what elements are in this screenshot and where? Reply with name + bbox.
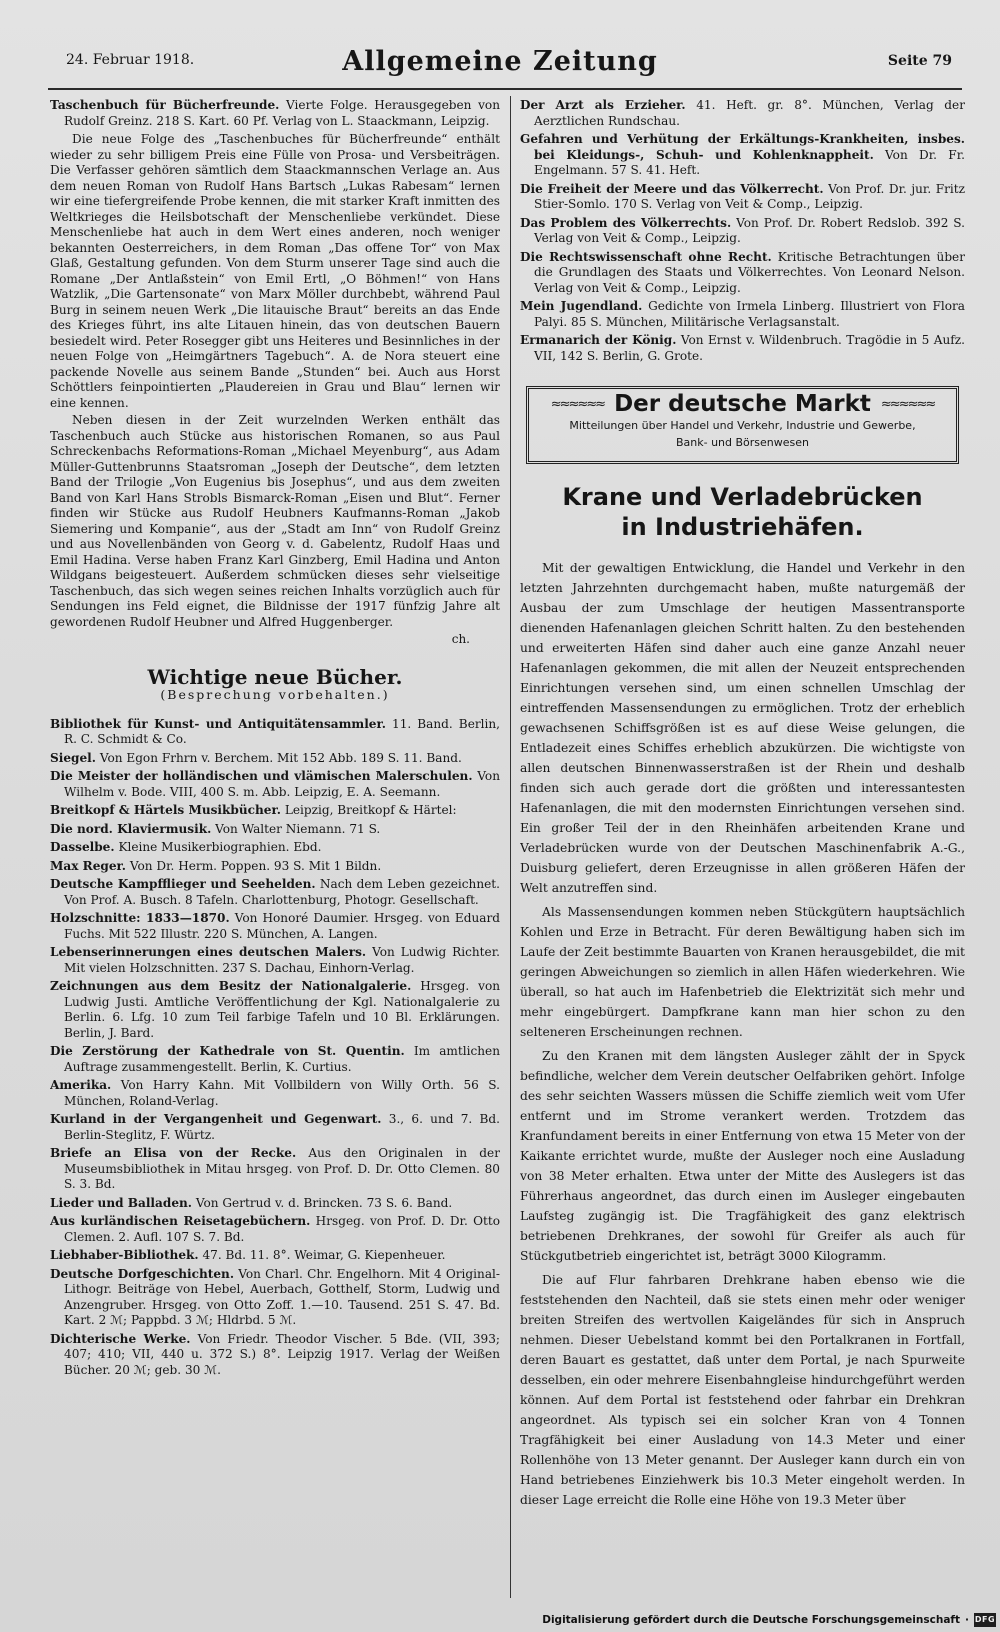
article-paragraph-2: Als Massensendungen kommen neben Stückgütern hauptsächlich Kohlen und Erze in Betracht. Für deren Bewältigung haben sich im Laufe der Zeit bestimmte Bauarten von Kranen herausgebildet, die mit geringen Abweichungen so ziemlich in allen Häfen wiederkehren. Wie überall, so hat auch im Hafenbetrieb die Elektrizität sich mehr und mehr eingebürgert. Dampfkrane kann man hier schon zu den selteneren Erscheinungen rechnen. [520, 904, 965, 1039]
book-entry [520, 182, 965, 213]
book-title: Gefahren und Verhütung der Erkältungs-Krankheiten, insbes. bei Kleidungs-, Schuh- und Kohlenknappheit. [520, 132, 965, 162]
book-entry [50, 840, 500, 856]
book-title: Lieder und Balladen. [50, 1195, 193, 1210]
book-details: Von Charl. Chr. Engelhorn. Mit 4 Original-Lithogr. Beiträge von Hebel, Auerbach, Gotthelf, Storm, Ludwig und Anzengruber. Hrsgeg. von Otto Zoff. 1.—10. Tausend. 251 S. 47. Bd. Kart. 2 ℳ; Pappbd. 3 ℳ; Hldrbd. 5 ℳ. [64, 1266, 500, 1327]
book-details: Von Ernst v. Wildenbruch. Tragödie in 5 Aufz. VII, 142 S. Berlin, G. Grote. [534, 333, 965, 363]
book-details: Von Walter Niemann. 71 S. [211, 821, 381, 836]
book-entry [50, 1248, 500, 1264]
book-entry [50, 1196, 500, 1212]
book-title: Amerika. [50, 1078, 112, 1092]
book-details: Aus den Originalen in der Museumsbibliothek in Mitau hrsgeg. von Prof. D. Dr. Otto Clemen. 80 S. 3. Bd. [64, 1146, 500, 1191]
book-entry [50, 1044, 500, 1075]
book-entry [50, 1112, 500, 1143]
column-divider [510, 96, 511, 1598]
review-paragraph-1: Die neue Folge des „Taschenbuches für Bücherfreunde“ enthält wieder zu sehr billigem Preis eine Fülle von Prosa- und Versbeiträgen. Die Verfasser gehören sämtlich dem Staackmannschen Verlage an. Aus dem neuen Roman von Rudolf Hans Bartsch „Lukas Rabesam“ lernen wir eine tiefergreifende Probe kennen, die mit starker Kraft inmitten des Weltkrieges die Heilsbotschaft der Menschenliebe verkündet. Diese Menschenliebe hat auch in dem Wert eines anderen, noch weniger bekannten Oesterreichers, in dem Roman „Das offene Tor“ von Max Glaß, Gestaltung gefunden. Von dem Sturm unserer Tage sind auch die Romane „Der Antlaßstein“ von Emil Ertl, „O Böhmen!“ von Hans Watzlik, „Die Gartensonate“ von Marx Möller durchbebt, während Paul Burg in seinem neuen Werk „Die litauische Braut“ bereits an das Ende des Krieges führt, ins alte Litauen hinein, das von deutschen Bauern besiedelt wird. Peter Rosegger gibt uns Heiteres und Besinnliches in der neuen Folge von „Heimgärtners Tagebuch“. A. de Nora steuert eine packende Novelle aus seinem Bande „Stunden“ bei. Auch aus Horst Schöttlers feinpointierten „Plaudereien in Grau und Blau“ lernen wir eine kennen. [50, 132, 500, 410]
book-title: Die nord. Klaviermusik. [50, 821, 212, 836]
book-title: Die Rechtswissenschaft ohne Recht. [520, 249, 772, 264]
article-headline-line-1: Krane und Verladebrücken [562, 482, 923, 511]
book-details: Von Dr. Herm. Poppen. 93 S. Mit 1 Bildn. [126, 858, 382, 873]
review-details: Vierte Folge. Herausgegeben von Rudolf Greinz. 218 S. Kart. 60 Pf. Verlag von L. Staackmann, Leipzig. [64, 98, 500, 128]
book-title: Mein Jugendland. [520, 299, 643, 313]
book-entry [50, 751, 500, 767]
book-title: Siegel. [50, 750, 96, 765]
book-title: Der Arzt als Erzieher. [520, 98, 686, 112]
book-title: Max Reger. [50, 858, 127, 873]
issue-date: 24. Februar 1918. [66, 52, 195, 68]
book-entry [50, 1214, 500, 1245]
book-entry [50, 803, 500, 819]
book-title: Das Problem des Völkerrechts. [520, 215, 732, 230]
book-details: Von Prof. Dr. Robert Redslob. 392 S. Verlag von Veit & Comp., Leipzig. [534, 215, 965, 245]
book-entry [50, 1267, 500, 1329]
book-entry [520, 98, 965, 129]
book-entry [50, 877, 500, 908]
review-entry [50, 98, 500, 129]
review-signature: ch. [451, 632, 470, 646]
book-title: Deutsche Dorfgeschichten. [50, 1266, 235, 1281]
book-title: Deutsche Kampfflieger und Seehelden. [50, 877, 316, 891]
book-entry [520, 250, 965, 297]
section-title-new-books: Wichtige neue Bücher. [147, 664, 403, 689]
book-list-left [50, 717, 500, 1379]
book-details: Hrsgeg. von Prof. D. Dr. Otto Clemen. 2. Aufl. 107 S. 7. Bd. [64, 1214, 500, 1244]
book-details: Von Egon Frhrn v. Berchem. Mit 152 Abb. 189 S. 11. Band. [95, 750, 462, 765]
book-details: Kleine Musikerbiographien. Ebd. [114, 840, 322, 854]
right-column [520, 98, 965, 1598]
book-details: 11. Band. Berlin, R. C. Schmidt & Co. [64, 716, 500, 746]
page-header [0, 0, 1000, 96]
book-details: Von Friedr. Theodor Vischer. 5 Bde. (VII, 393; 407; 410; VII, 440 u. 372 S.) 8°. Leipzig 1917. Verlag der Weißen Bücher. 20 ℳ; geb. 30 ℳ. [64, 1331, 500, 1377]
book-details: Nach dem Leben gezeichnet. Von Prof. A. Busch. 8 Tafeln. Charlottenburg, Photogr. Gesellschaft. [64, 877, 500, 907]
section-subtitle-new-books: (Besprechung vorbehalten.) [160, 687, 390, 702]
book-entry [50, 979, 500, 1041]
article-headline-line-2: in Industriehäfen. [621, 512, 864, 541]
book-details: 3., 6. und 7. Bd. Berlin-Steglitz, F. Würtz. [64, 1112, 500, 1142]
book-entry [520, 299, 965, 330]
book-details: Von Wilhelm v. Bode. VIII, 400 S. m. Abb. Leipzig, E. A. Seemann. [64, 769, 500, 799]
book-entry [50, 911, 500, 942]
book-entry [50, 945, 500, 976]
book-details: Von Prof. Dr. jur. Fritz Stier-Somlo. 170 S. Verlag von Veit & Comp., Leipzig. [534, 181, 965, 211]
header-divider [48, 88, 962, 90]
book-entry [50, 822, 500, 838]
book-details: 41. Heft. gr. 8°. München, Verlag der Aerztlichen Rundschau. [534, 98, 965, 128]
book-details: Von Honoré Daumier. Hrsgeg. von Eduard Fuchs. Mit 522 Illustr. 220 S. München, A. Langen. [64, 911, 500, 941]
market-desc-line-1: Mitteilungen über Handel und Verkehr, Industrie und Gewerbe, [569, 418, 916, 432]
book-title: Lebenserinnerungen eines deutschen Malers. [50, 945, 367, 959]
book-title: Zeichnungen aus dem Besitz der Nationalgalerie. [50, 979, 412, 993]
article-paragraph-1: Mit der gewaltigen Entwicklung, die Handel und Verkehr in den letzten Jahrzehnten durchgemacht haben, mußte naturgemäß der Ausbau der zum Umschlage der heutigen Massentransporte dienenden Hafenanlagen gleichen Schritt halten. Zu den bestehenden und erweiterten Häfen sind daher auch eine ganze Anzahl neuer Hafenanlagen gekommen, die mit allen der Neuzeit entsprechenden Einrichtungen versehen sind, um einen schnellen Umschlag der eintreffenden Massensendungen zu ermöglichen. Trotz der erheblich gewachsenen Schiffsgrößen ist es auf diese Weise gelungen, die Entladezeit eines Schiffes erheblich abzukürzen. Die wichtigste von allen deutschen Binnenwasserstraßen ist der Rhein und deshalb finden sich auch gerade dort die größten und interessantesten Hafenanlagen, die mit den modernsten Einrichtungen versehen sind. Ein großer Teil der in den Rheinhäfen arbeitenden Krane und Verladebrücken wurde von der Deutschen Maschinenfabrik A.-G., Duisburg geliefert, deren Erzeugnisse in allen größeren Häfen der Welt anzutreffen sind. [520, 560, 965, 895]
review-title: Taschenbuch für Bücherfreunde. [50, 98, 280, 112]
book-entry [50, 1332, 500, 1379]
book-title: Kurland in der Vergangenheit und Gegenwart. [50, 1112, 382, 1126]
review-paragraph-2: Neben diesen in der Zeit wurzelnden Werken enthält das Taschenbuch auch Stücke aus historischen Romanen, so aus Paul Schreckenbachs Reformations-Roman „Michael Meyenburg“, aus Adam Müller-Guttenbrunns Staatsroman „Joseph der Deutsche“, dem letzten Band der Trilogie „Von Eugenius bis Josephus“, und aus dem zweiten Band von Karl Hans Strobls Bismarck-Roman „Eisen und Blut“. Ferner finden wir Stücke aus Rudolf Heubners Kaufmanns-Roman „Jakob Siemering und Kompanie“, aus der „Stadt am Inn“ von Rudolf Greinz und aus Novellenbänden von Georg v. d. Gabelentz, Rudolf Haas und Emil Hadina. Verse haben Franz Karl Ginzberg, Emil Hadina und Anton Wildgans beigesteuert. Außerdem schmücken dieses sehr vielseitige Taschenbuch, das sich wegen seines reichen Inhalts vorzüglich auch für Sendungen ins Feld eignet, die Bildnisse der 1917 fünfzig Jahre alt gewordenen Rudolf Heubner und Alfred Huggenberger. [50, 413, 500, 629]
book-list-right [520, 98, 965, 364]
page-number: Seite 79 [887, 53, 952, 69]
article-headline [520, 482, 965, 542]
book-title: Dasselbe. [50, 840, 115, 854]
book-entry [50, 1078, 500, 1109]
book-title: Die Zerstörung der Kathedrale von St. Quentin. [50, 1044, 405, 1058]
book-title: Dichterische Werke. [50, 1331, 191, 1346]
ornament-right-icon: ≈≈≈≈≈≈ [880, 397, 935, 412]
ornament-left-icon: ≈≈≈≈≈≈ [550, 397, 605, 412]
market-desc-line-2: Bank- und Börsenwesen [675, 435, 810, 449]
left-column [50, 98, 500, 1598]
market-section-box [526, 386, 959, 464]
book-details: Leipzig, Breitkopf & Härtel: [280, 803, 457, 817]
book-details: Gedichte von Irmela Linberg. Illustriert von Flora Palyi. 85 S. München, Militärische Verlagsanstalt. [534, 299, 965, 329]
book-details: Kritische Betrachtungen über die Grundlagen des Staats und Völkerrechtes. Von Leonard Nelson. Verlag von Veit & Comp., Leipzig. [534, 249, 965, 295]
book-details: Hrsgeg. von Ludwig Justi. Amtliche Veröffentlichung der Kgl. Nationalgalerie zu Berlin. 6. Lfg. 10 zum Teil farbige Tafeln und 10 Bl. Erklärungen. Berlin, J. Bard. [64, 979, 500, 1040]
book-details: Von Ludwig Richter. Mit vielen Holzschnitten. 237 S. Dachau, Einhorn-Verlag. [64, 945, 500, 975]
market-section-description [539, 417, 946, 451]
footer-credit: Digitalisierung gefördert durch die Deutsche Forschungsgemeinschaft [542, 1614, 960, 1626]
book-entry [50, 717, 500, 748]
book-entry [50, 1146, 500, 1193]
book-details: 47. Bd. 11. 8°. Weimar, G. Kiepenheuer. [198, 1248, 446, 1262]
digitization-footer: Digitalisierung gefördert durch die Deutsche Forschungsgemeinschaft · DFG [542, 1614, 996, 1626]
book-title: Holzschnitte: 1833—1870. [50, 911, 230, 925]
book-entry [520, 132, 965, 179]
book-entry [520, 333, 965, 364]
book-details: Von Dr. Fr. Engelmann. 57 S. 41. Heft. [534, 147, 965, 177]
book-title: Ermanarich der König. [520, 333, 677, 347]
book-entry [50, 769, 500, 800]
book-entry [50, 859, 500, 875]
market-section-header [539, 391, 946, 417]
book-title: Bibliothek für Kunst- und Antiquitätensammler. [50, 716, 386, 731]
book-title: Aus kurländischen Reisetagebüchern. [50, 1214, 311, 1228]
dfg-logo-icon: DFG [974, 1613, 996, 1627]
book-title: Liebhaber-Bibliothek. [50, 1248, 199, 1262]
book-title: Briefe an Elisa von der Recke. [50, 1146, 297, 1160]
newspaper-title: Allgemeine Zeitung [342, 46, 658, 77]
book-title: Die Meister der holländischen und vlämischen Malerschulen. [50, 769, 473, 783]
article-paragraph-3: Zu den Kranen mit dem längsten Ausleger zählt der in Spyck befindliche, welcher dem Verein deutscher Oelfabriken gehört. Infolge des sehr seichten Wassers müssen die Schiffe ziemlich weit vom Ufer entfernt und im Strome verankert werden. Trotzdem das Kranfundament bereits in einer Entfernung von etwa 15 Meter von der Kaikante errichtet wurde, mußte der Ausleger noch eine Ausladung von 38 Meter erhalten. Etwa unter der Mitte des Auslegers ist das Führerhaus angeordnet, das durch einen im Ausleger eingebauten Laufsteg zugängig ist. Die Tragfähigkeit des ganz elektrisch betriebenen Drehkranes, der sowohl für Greifer als auch für Stückgutbetrieb eingerichtet ist, beträgt 3000 Kilogramm. [520, 1048, 965, 1263]
book-details: Im amtlichen Auftrage zusammengestellt. Berlin, K. Curtius. [64, 1044, 500, 1074]
article-body [520, 558, 965, 1510]
market-section-title: Der deutsche Markt [614, 391, 871, 417]
book-details: Von Harry Kahn. Mit Vollbildern von Willy Orth. 56 S. München, Roland-Verlag. [64, 1078, 500, 1108]
book-title: Die Freiheit der Meere und das Völkerrecht. [520, 181, 824, 196]
book-entry [520, 216, 965, 247]
book-details: Von Gertrud v. d. Brincken. 73 S. 6. Band. [192, 1195, 453, 1210]
book-title: Breitkopf & Härtels Musikbücher. [50, 803, 281, 817]
article-paragraph-4: Die auf Flur fahrbaren Drehkrane haben ebenso wie die feststehenden den Nachteil, daß sie stets einen mehr oder weniger breiten Streifen des wertvollen Kaigeländes für sich in Anspruch nehmen. Dieser Uebelstand kommt bei den Portalkranen in Fortfall, deren Bauart es gestattet, daß unter dem Portal, je nach Spurweite desselben, ein oder mehrere Eisenbahngleise hindurchgeführt werden können. Auf dem Portal ist feststehend oder fahrbar ein Drehkran angeordnet. Als typisch sei ein solcher Kran von 4 Tonnen Tragfähigkeit bei einer Ausladung von 14.3 Meter und einer Rollenhöhe von 13 Meter genannt. Der Ausleger kann durch ein von Hand betriebenes Einziehwerk bis 10.3 Meter eingeholt werden. In dieser Lage erreicht die Rolle eine Höhe von 19.3 Meter über [520, 1272, 965, 1507]
